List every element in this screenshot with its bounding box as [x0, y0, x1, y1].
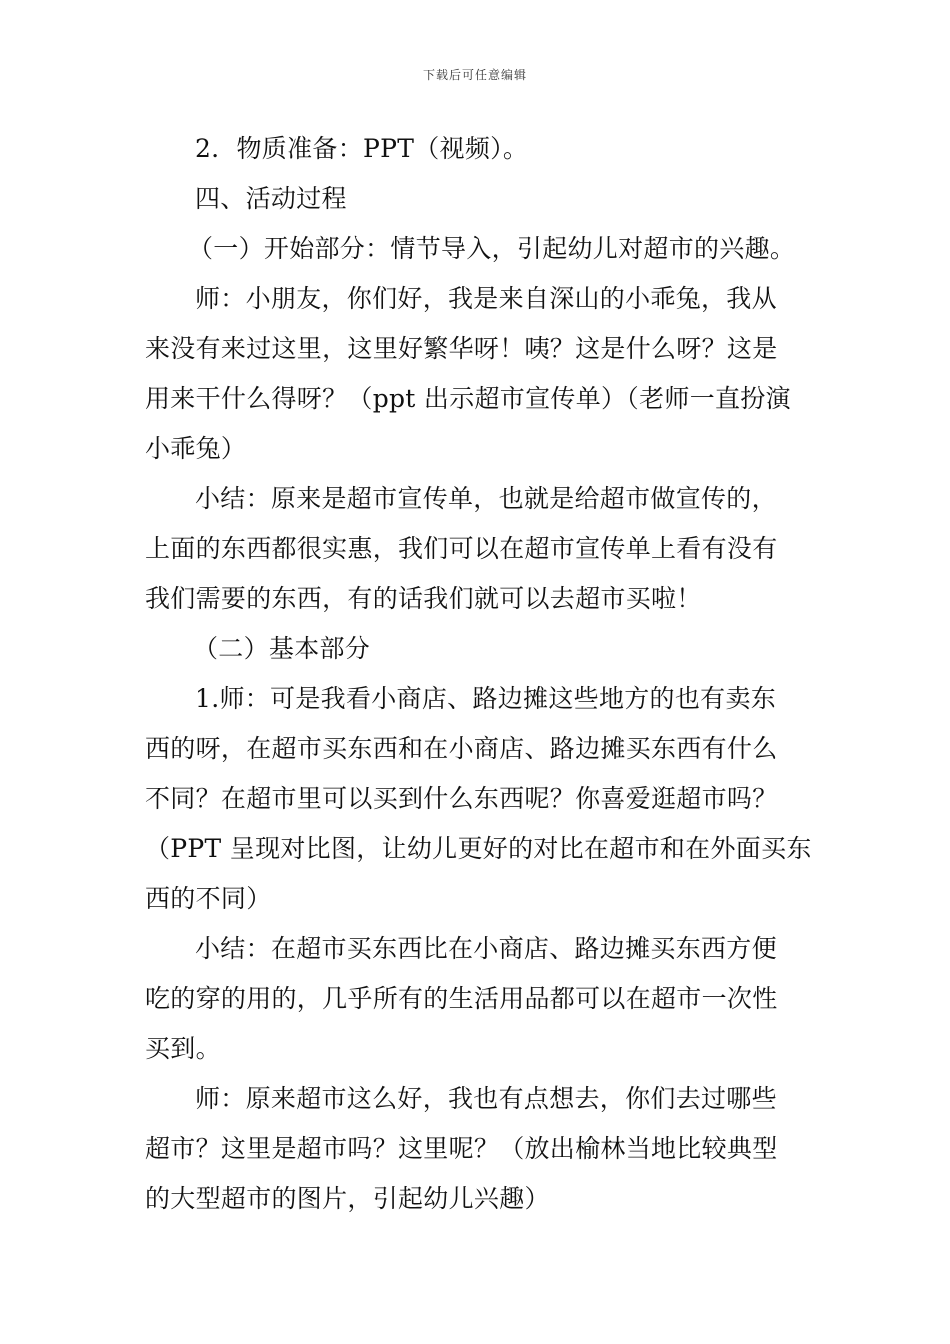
text-line: 来没有来过这里，这里好繁华呀！咦？这是什么呀？这是	[145, 334, 778, 363]
text-line: 我们需要的东西，有的话我们就可以去超市买啦！	[145, 584, 702, 613]
text-line: 西的呀，在超市买东西和在小商店、路边摊买东西有什么	[145, 734, 778, 763]
text-line: 不同？在超市里可以买到什么东西呢？你喜爱逛超市吗？	[145, 784, 778, 813]
text-line: 师：原来超市这么好，我也有点想去，你们去过哪些	[195, 1084, 777, 1113]
text-line: 小结：原来是超市宣传单，也就是给超市做宣传的，	[195, 484, 777, 513]
text-line: 的大型超市的图片，引起幼儿兴趣）	[145, 1184, 550, 1213]
text-line: 西的不同）	[145, 884, 272, 913]
text-line: 小乖兔）	[145, 434, 247, 463]
text-line: 师：小朋友，你们好，我是来自深山的小乖兔，我从	[195, 284, 777, 313]
text-line: 买到。	[145, 1034, 221, 1063]
text-line: （PPT 呈现对比图，让幼儿更好的对比在超市和在外面买东	[145, 834, 812, 863]
section-heading: 四、活动过程	[195, 184, 347, 213]
subsection-heading: （一）开始部分：情节导入，引起幼儿对超市的兴趣。	[188, 234, 796, 263]
text-line: 吃的穿的用的，几乎所有的生活用品都可以在超市一次性	[145, 984, 778, 1013]
text-line: 用来干什么得呀？（ppt 出示超市宣传单）（老师一直扮演	[145, 384, 791, 413]
text-line: 小结：在超市买东西比在小商店、路边摊买东西方便	[195, 934, 777, 963]
text-line: 上面的东西都很实惠，我们可以在超市宣传单上看有没有	[145, 534, 778, 563]
subsection-heading: （二）基本部分	[193, 634, 371, 663]
text-line: 超市？这里是超市吗？这里呢？（放出榆林当地比较典型	[145, 1134, 778, 1163]
text-line: 1.师：可是我看小商店、路边摊这些地方的也有卖东	[195, 684, 777, 713]
page-header-note: 下载后可任意编辑	[422, 68, 527, 82]
text-line: 2．物质准备：PPT（视频）。	[195, 134, 529, 163]
